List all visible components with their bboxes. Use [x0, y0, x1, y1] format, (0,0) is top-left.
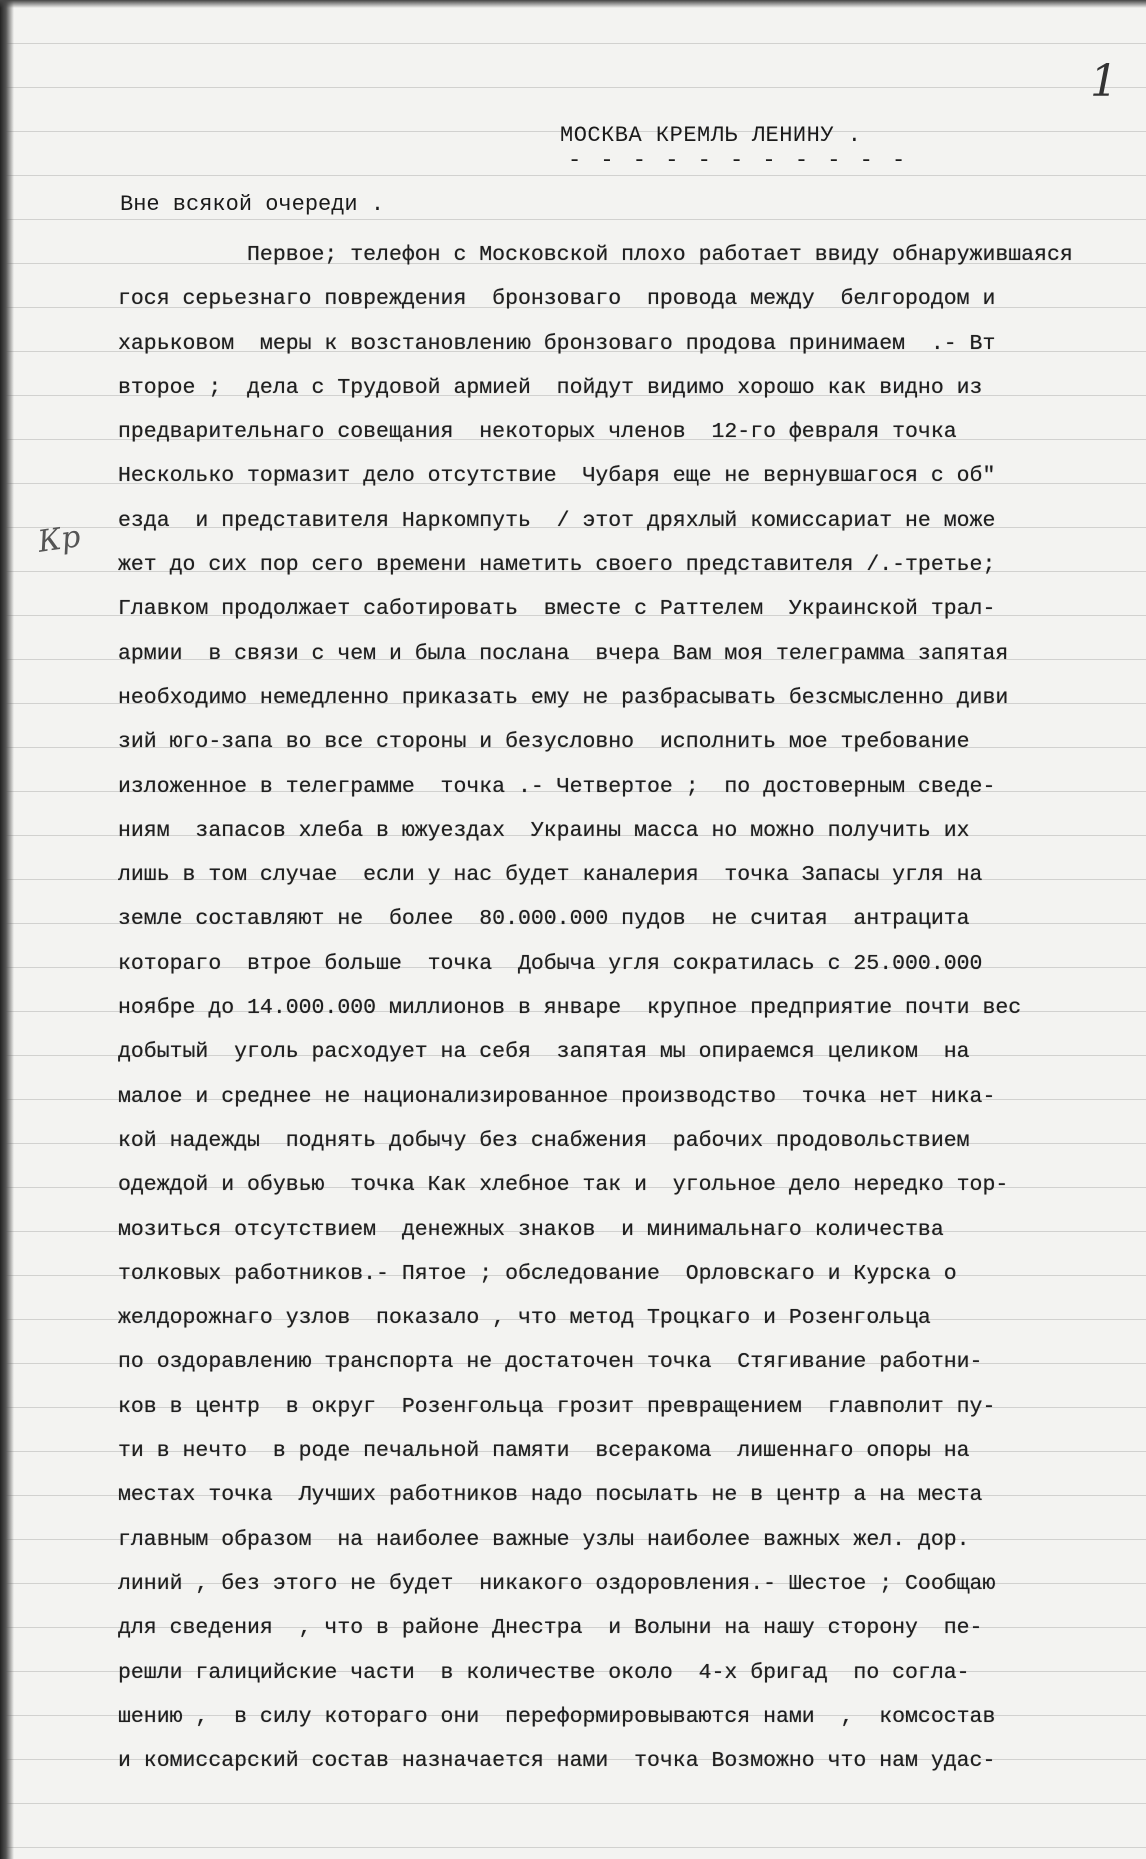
- text-line: необходимо немедленно приказать ему не разбрасывать безсмысленно диви: [118, 685, 1009, 710]
- text-line: шению , в силу котораго они переформировываются нами , комсостав: [118, 1704, 996, 1729]
- scan-edge-top: [0, 0, 1146, 8]
- page-number: 1: [1090, 56, 1118, 107]
- text-line: толковых работников.- Пятое ; обследование Орловскаго и Курска о: [118, 1261, 957, 1286]
- text-line: линий , без этого не будет никакого оздоровления.- Шестое ; Сообщаю: [118, 1571, 996, 1596]
- text-line: мозиться отсутствием денежных знаков и минимальнаго количества: [118, 1217, 944, 1242]
- text-line: харьковом меры к возстановлению бронзоваго продова принимаем .- Вт: [118, 331, 996, 356]
- text-line: ноябре до 14.000.000 миллионов в январе крупное предприятие почти вес: [118, 996, 1022, 1021]
- text-line: второе ; дела с Трудовой армией пойдут видимо хорошо как видно из: [118, 375, 983, 400]
- text-line: одеждой и обувью точка Как хлебное так и угольное дело нередко тор-: [118, 1173, 1009, 1198]
- text-line: армии в связи с чем и была послана вчера Вам моя телеграмма запятая: [118, 641, 1009, 666]
- text-line: езда и представителя Наркомпуть / этот дряхлый комиссариат не може: [118, 508, 996, 533]
- text-line: Главком продолжает саботировать вместе с Раттелем Украинской трал-: [118, 597, 996, 622]
- text-line: изложенное в телеграмме точка .- Четвертое ; по достоверным сведе-: [118, 774, 996, 799]
- text-line: Несколько тормазит дело отсутствие Чубаря еще не вернувшагося с об": [118, 464, 996, 489]
- text-line: добытый уголь расходует на себя запятая мы опираемся целиком на: [118, 1040, 970, 1065]
- text-line: Первое; телефон с Московской плохо работает ввиду обнаружившаяся: [118, 243, 1073, 267]
- telegram-body: [118, 233, 1108, 1783]
- text-line: предварительнаго совещания некоторых членов 12-го февраля точка: [118, 420, 957, 445]
- text-line: земле составляют не более 80.000.000 пудов не считая антрацита: [118, 907, 970, 932]
- text-line: котораго втрое больше точка Добыча угля сократилась с 25.000.000: [118, 951, 983, 976]
- text-line: гося серьезнаго повреждения бронзоваго провода между белгородом и: [118, 287, 996, 312]
- text-line: желдорожнаго узлов показало , что метод Троцкаго и Розенгольца: [118, 1306, 931, 1331]
- priority-line: Вне всякой очереди .: [120, 192, 385, 217]
- text-line: зий юго-запа во все стороны и безусловно исполнить мое требование: [118, 730, 970, 755]
- text-line: лишь в том случае если у нас будет каналерия точка Запасы угля на: [118, 863, 983, 888]
- text-line: кой надежды поднять добычу без снабжения рабочих продовольствием: [118, 1128, 970, 1153]
- text-line: малое и среднее не национализированное производство точка нет ника-: [118, 1084, 996, 1109]
- text-line: решли галицийские части в количестве около 4-х бригад по согла-: [118, 1660, 970, 1685]
- text-line: ниям запасов хлеба в южуездах Украины масса но можно получить их: [118, 818, 970, 843]
- text-line: для сведения , что в районе Днестра и Волыни на нашу сторону пе-: [118, 1616, 983, 1641]
- text-line: главным образом на наиболее важные узлы наиболее важных жел. дор.: [118, 1527, 970, 1552]
- scan-edge-left: [0, 0, 14, 1859]
- margin-note: Кр: [35, 519, 83, 560]
- text-line: и комиссарский состав назначается нами точка Возможно что нам удас-: [118, 1749, 996, 1774]
- text-line: ков в центр в округ Розенгольца грозит превращением главполит пу-: [118, 1394, 996, 1419]
- text-line: жет до сих пор сего времени наметить своего представителя /.-третье;: [118, 553, 996, 578]
- text-line: местах точка Лучших работников надо посылать не в центр а на места: [118, 1483, 983, 1508]
- header-underline: - - - - - - - - - - -: [568, 148, 909, 173]
- text-line: ти в нечто в роде печальной памяти всеракома лишеннаго опоры на: [118, 1439, 970, 1464]
- telegram-header: МОСКВА КРЕМЛЬ ЛЕНИНУ .: [560, 123, 862, 148]
- text-line: по оздоравлению транспорта не достаточен точка Стягивание работни-: [118, 1350, 983, 1375]
